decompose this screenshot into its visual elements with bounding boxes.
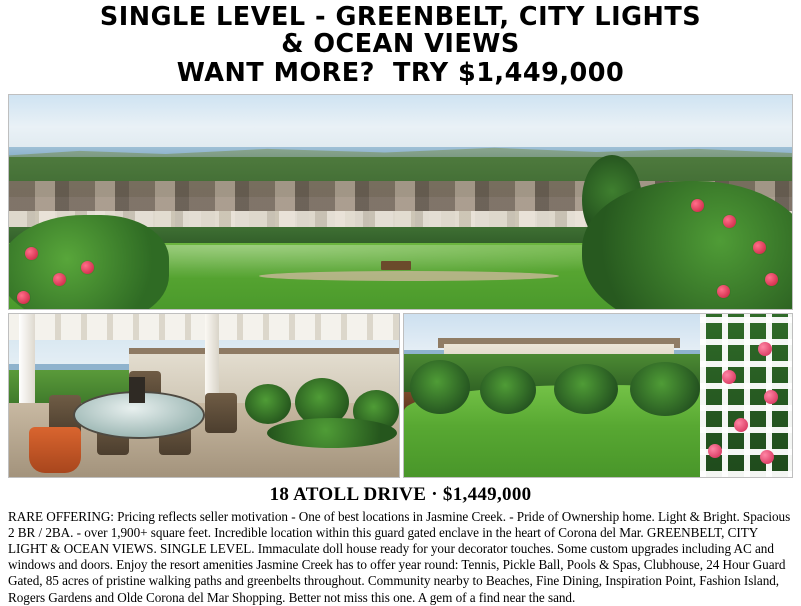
terracotta-planter xyxy=(29,427,81,473)
rose-bloom xyxy=(17,291,30,304)
address-line: 18 ATOLL DRIVE · $1,449,000 xyxy=(269,484,532,506)
rose-bloom xyxy=(691,199,704,212)
rose-bloom xyxy=(81,261,94,274)
headline-line-3-price: TRY $1,449,000 xyxy=(392,58,625,89)
rose-bloom xyxy=(723,215,736,228)
pink-flower xyxy=(734,418,748,432)
headline-line-2: & OCEAN VIEWS xyxy=(281,29,520,60)
pink-flower xyxy=(758,342,772,356)
garden-shrub xyxy=(480,366,536,414)
pink-flower xyxy=(722,370,736,384)
headline-block xyxy=(8,4,793,87)
rose-bloom xyxy=(53,273,66,286)
headline-line-1: SINGLE LEVEL - GREENBELT, CITY LIGHTS xyxy=(99,2,702,32)
park-bench xyxy=(381,261,411,270)
patio-chair xyxy=(205,393,237,433)
garden-shrub xyxy=(267,418,397,448)
pink-flower xyxy=(708,444,722,458)
headline-line-3-question: WANT MORE? xyxy=(176,58,375,89)
garden-shrub xyxy=(630,362,700,416)
patio-photo xyxy=(8,313,400,478)
hero-photo-greenbelt-view xyxy=(8,94,793,310)
backyard-lawn-photo xyxy=(403,313,793,478)
rose-bloom xyxy=(717,285,730,298)
garden-shrub xyxy=(410,360,470,414)
pink-flower xyxy=(764,390,778,404)
property-description: RARE OFFERING: Pricing reflects seller motivation - One of best locations in Jasmine Creek. - Pride of Ownership home. Light & Bright. Spacious 2 BR / 2BA. - over 1,900+ square feet. Incredible location within this guard gated enclave in the heart of Corona del Mar. GREENBELT, CITY LIGHT & OCEAN VIEWS. SINGLE LEVEL. Immaculate doll house ready for your decorator touches. Some custom upgrades including AC and windows and doors. Enjoy the resort amenities Jasmine Creek has to offer year round: Tennis, Pickle Ball, Pools & Spas, Clubhouse, 24 Hour Guard Gated, 85 acres of pristine walking paths and greenbelts throughout. Community nearby to Beaches, Fine Dining, Inspiration Point, Fashion Island, Rogers Gardens and Olde Corona del Mar Shopping. Better not miss this one. A gem of a find near the sand. xyxy=(8,509,791,605)
garden-shrub xyxy=(245,384,291,424)
table-lantern xyxy=(129,377,145,403)
secondary-photo-row xyxy=(8,313,793,478)
rose-bloom xyxy=(765,273,778,286)
sky-region xyxy=(9,95,792,153)
walking-path xyxy=(259,271,559,281)
rose-bloom xyxy=(753,241,766,254)
photo-grid xyxy=(8,94,793,478)
garden-shrub xyxy=(554,364,618,414)
pergola-beams xyxy=(9,314,399,340)
pink-flower xyxy=(760,450,774,464)
headline-line-3 xyxy=(8,60,793,87)
rose-bloom xyxy=(25,247,38,260)
